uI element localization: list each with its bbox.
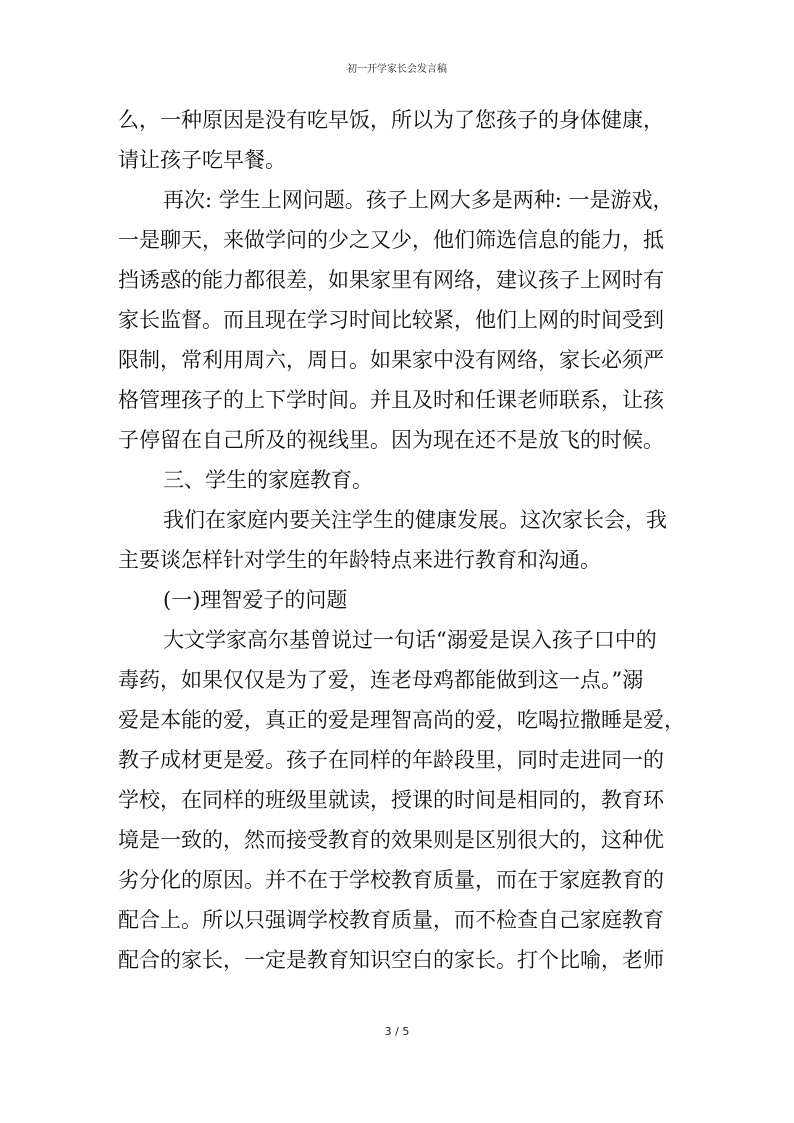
text-line: 主要谈怎样针对学生的年龄特点来进行教育和沟通。: [118, 548, 601, 572]
text-line: 配合的家长，一定是教育知识空白的家长。打个比喻，老师: [118, 948, 664, 972]
text-line: 三、学生的家庭教育。: [163, 468, 373, 492]
text-line: 请让孩子吃早餐。: [118, 148, 286, 172]
text-line: 劣分化的原因。并不在于学校教育质量，而在于家庭教育的: [118, 868, 664, 892]
page-number: 3 / 5: [384, 1025, 410, 1038]
text-line: 爱是本能的爱，真正的爱是理智高尚的爱，吃喝拉撒睡是爱，: [118, 708, 685, 732]
text-line: 境是一致的，然而接受教育的效果则是区别很大的，这种优: [118, 828, 664, 852]
document-body: [118, 100, 688, 980]
text-line: 子停留在自己所及的视线里。因为现在还不是放飞的时候。: [118, 428, 664, 452]
text-line: 限制，常利用周六，周日。如果家中没有网络，家长必须严: [118, 348, 664, 372]
text-line: 家长监督。而且现在学习时间比较紧，他们上网的时间受到: [118, 308, 664, 332]
text-line: 学校，在同样的班级里就读，授课的时间是相同的，教育环: [118, 788, 664, 812]
text-line: 我们在家庭内要关注学生的健康发展。这次家长会，我: [163, 508, 667, 532]
text-line: 大文学家高尔基曾说过一句话“溺爱是误入孩子口中的: [163, 628, 657, 652]
text-line: 一是聊天，来做学问的少之又少，他们筛选信息的能力，抵: [118, 228, 664, 252]
text-line: 教子成材更是爱。孩子在同样的年龄段里，同时走进同一的: [118, 748, 664, 772]
text-line: 格管理孩子的上下学时间。并且及时和任课老师联系，让孩: [118, 388, 664, 412]
text-line: (一)理智爱子的问题: [163, 588, 348, 612]
text-line: 配合上。所以只强调学校教育质量，而不检查自己家庭教育: [118, 908, 664, 932]
text-line: 么，一种原因是没有吃早饭，所以为了您孩子的身体健康，: [118, 108, 664, 132]
text-line: 毒药，如果仅仅是为了爱，连老母鸡都能做到这一点。”溺: [118, 668, 644, 692]
text-line: 再次: 学生上网问题。孩子上网大多是两种: 一是游戏，: [163, 188, 674, 212]
page-header: 初一开学家长会发言稿: [347, 64, 447, 75]
text-line: 挡诱惑的能力都很差，如果家里有网络，建议孩子上网时有: [118, 268, 664, 292]
